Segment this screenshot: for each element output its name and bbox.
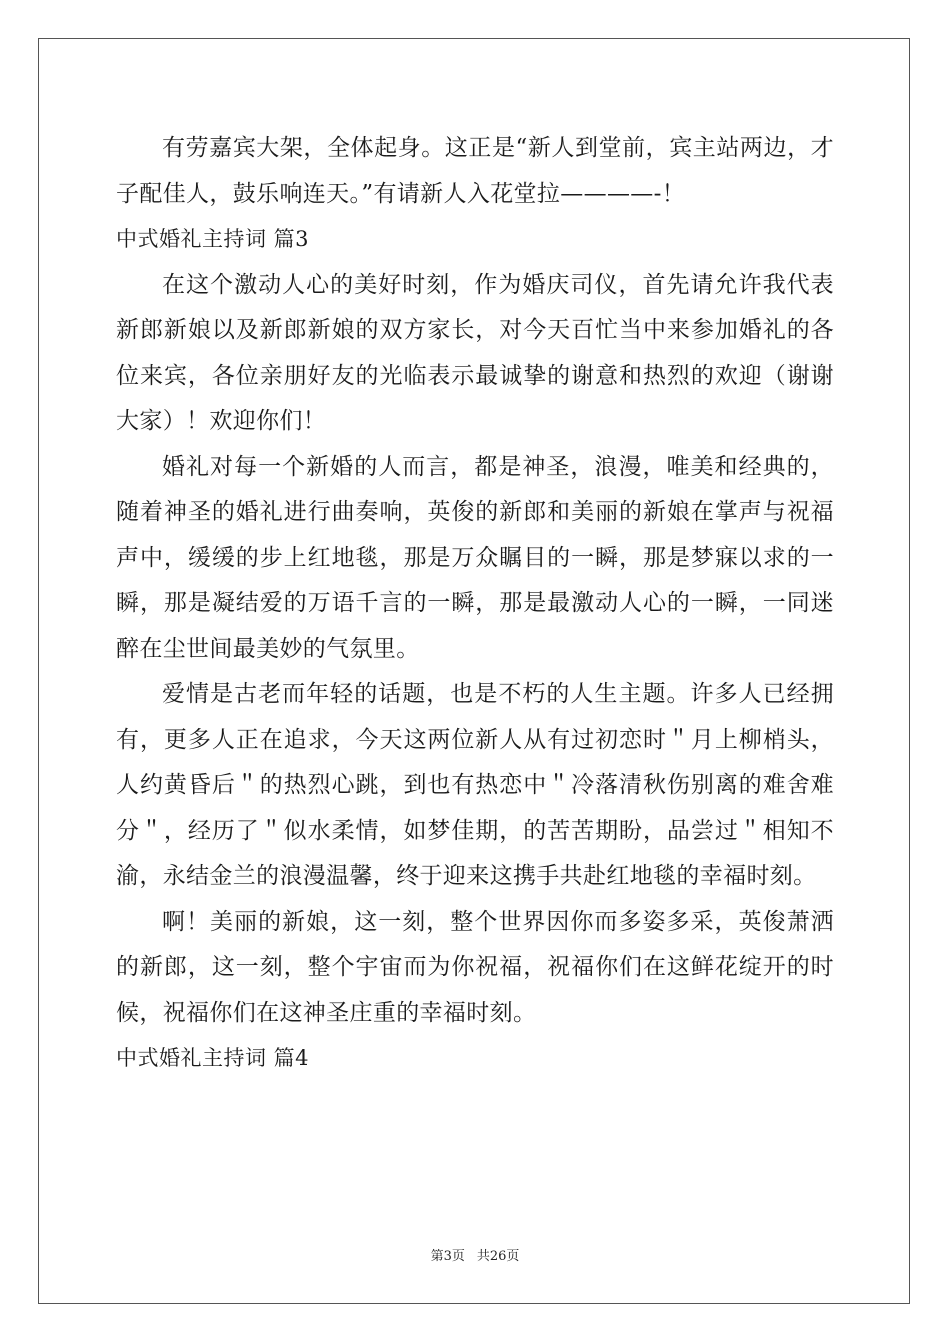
paragraph-love: 爱情是古老而年轻的话题，也是不朽的人生主题。许多人已经拥有，更多人正在追求，今天这两位新人从有过初恋时＂月上柳梢头，人约黄昏后＂的热烈心跳，到也有热恋中＂冷落清秋伤别离的难舍难分＂，经历了＂似水柔情，如梦佳期，的苦苦期盼，品尝过＂相知不渝，永结金兰的浪漫温馨，终于迎来这携手共赴红地毯的幸福时刻。: [116, 681, 834, 889]
page-number: 第3页: [430, 1249, 465, 1264]
paragraph-intro-closing: 有劳嘉宾大架，全体起身。这正是“新人到堂前，宾主站两边，才子配佳人，鼓乐响连天。”有请新人入花堂拉————-！: [116, 135, 834, 207]
section-heading-4: 中式婚礼主持词 篇4: [116, 1046, 310, 1070]
section-heading-3: 中式婚礼主持词 篇3: [116, 227, 310, 251]
total-pages: 共26页: [476, 1249, 520, 1264]
paragraph-ceremony: 婚礼对每一个新婚的人而言，都是神圣，浪漫，唯美和经典的，随着神圣的婚礼进行曲奏响，英俊的新郎和美丽的新娘在掌声与祝福声中，缓缓的步上红地毯，那是万众瞩目的一瞬，那是梦寐以求的一瞬，那是凝结爱的万语千言的一瞬，那是最激动人心的一瞬，一同迷醉在尘世间最美妙的气氛里。: [116, 453, 834, 662]
paragraph-blessing: 啊！美丽的新娘，这一刻，整个世界因你而多姿多采，英俊萧洒的新郎，这一刻，整个宇宙而为你祝福，祝福你们在这鲜花绽开的时候，祝福你们在这神圣庄重的幸福时刻。: [116, 908, 834, 1026]
paragraph-welcome: 在这个激动人心的美好时刻，作为婚庆司仪，首先请允许我代表新郎新娘以及新郎新娘的双方家长，对今天百忙当中来参加婚礼的各位来宾，各位亲朋好友的光临表示最诚挚的谢意和热烈的欢迎（谢谢大家）！欢迎你们！: [116, 271, 834, 434]
page-footer: [0, 1248, 950, 1266]
document-body: [116, 126, 834, 1082]
